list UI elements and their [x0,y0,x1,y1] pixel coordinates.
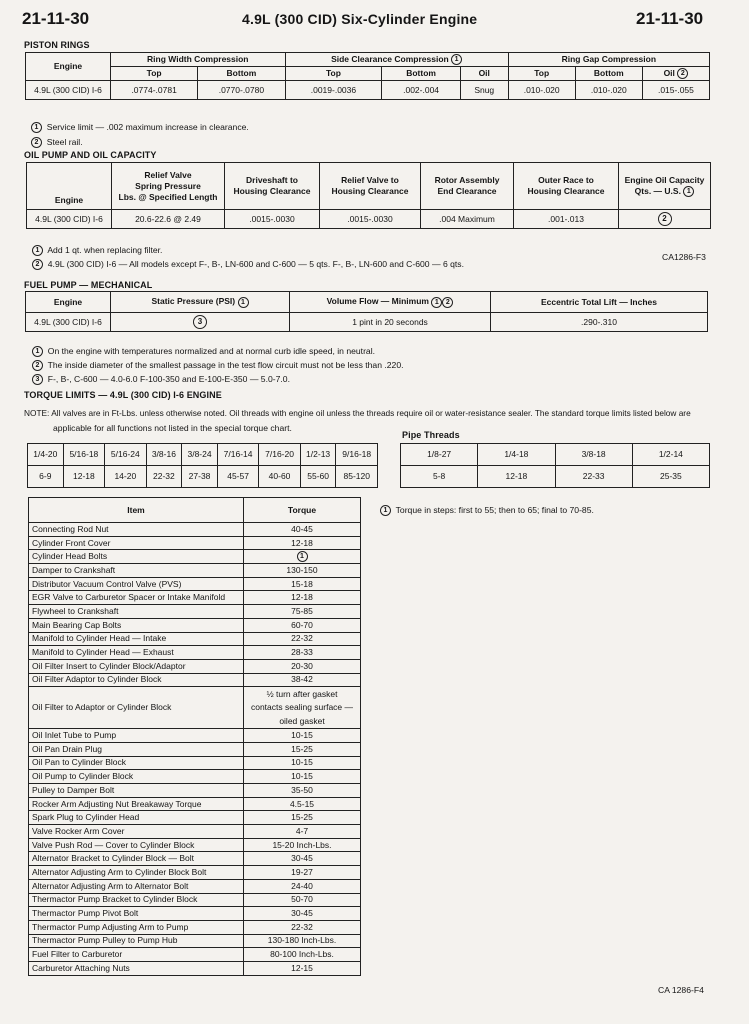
rotor-header: Rotor Assembly End Clearance [421,163,514,210]
fuel-note-1: 1 On the engine with temperatures normalized and at normal curb idle speed, in neutral. [32,346,375,357]
thread-torque: 22-32 [146,466,182,488]
table-row [29,948,361,962]
pipe-torque: 22-33 [555,466,632,488]
item-name: Oil Pan to Cylinder Block [29,756,244,770]
volume-flow-header: Volume Flow — Minimum 1 2 [290,292,491,313]
item-torque: 20-30 [244,659,361,673]
oil-pump-title: OIL PUMP AND OIL CAPACITY [24,150,157,160]
item-name: Valve Rocker Arm Cover [29,825,244,839]
table-row [29,838,361,852]
piston-rings-table [25,52,710,100]
item-name: Manifold to Cylinder Head — Exhaust [29,646,244,660]
pipe-size: 1/4-18 [478,444,555,466]
item-torque: 4.5-15 [244,797,361,811]
table-cell: .010-.020 [575,81,642,100]
item-torque: 10-15 [244,756,361,770]
thread-size: 5/16-24 [105,444,146,466]
thread-size: 3/8-16 [146,444,182,466]
oil-pump-table [26,162,711,229]
engine-header: Engine [26,292,111,313]
footnote-1-icon: 1 [32,346,43,357]
table-cell: .015-.055 [642,81,709,100]
table-row [29,797,361,811]
footnote-2-icon: 2 [658,212,672,226]
piston-rings-title: PISTON RINGS [24,40,90,50]
item-name: Rocker Arm Adjusting Nut Breakaway Torque [29,797,244,811]
pipe-torque: 5-8 [401,466,478,488]
table-row [29,742,361,756]
item-torque: 38-42 [244,673,361,687]
item-torque: 130-180 Inch-Lbs. [244,934,361,948]
table-row [29,756,361,770]
table-row [29,893,361,907]
item-name: Thermactor Pump Pivot Bolt [29,907,244,921]
item-torque: ½ turn after gasket contacts sealing surface — oiled gasket [244,687,361,729]
table-row [29,687,361,729]
item-torque: 12-18 [244,591,361,605]
thread-size: 7/16-14 [217,444,258,466]
table-row [29,605,361,619]
thread-torque: 55-60 [300,466,336,488]
footnote-1-icon: 1 [683,186,694,197]
thread-size: 9/16-18 [336,444,378,466]
item-torque: 12-18 [244,536,361,550]
pipe-size: 1/8-27 [401,444,478,466]
static-pressure-header: Static Pressure (PSI) 1 [111,292,290,313]
torque-note-line2: applicable for all functions not listed in the special torque chart. [53,423,292,433]
item-name: Cylinder Head Bolts [29,550,244,564]
fuel-note-2: 2 The inside diameter of the smallest passage in the test flow circuit must not be less than .220. [32,360,404,371]
col-header: Oil 2 [642,67,709,81]
thread-torque: 6-9 [28,466,64,488]
relief-valve-header: Relief Valve to Housing Clearance [320,163,421,210]
table-row [29,879,361,893]
table-cell: .0015-.0030 [225,210,320,229]
table-cell: .0774-.0781 [111,81,198,100]
thread-size: 1/4-20 [28,444,64,466]
item-name: Oil Filter to Adaptor or Cylinder Block [29,687,244,729]
engine-header: Engine [27,163,112,210]
item-torque: 19-27 [244,866,361,880]
footnote-1-icon: 1 [451,54,462,65]
driveshaft-header: Driveshaft to Housing Clearance [225,163,320,210]
footnote-2-icon: 2 [442,297,453,308]
thread-size: 1/2-13 [300,444,336,466]
table-row [29,825,361,839]
table-row [29,659,361,673]
item-name: Valve Push Rod — Cover to Cylinder Block [29,838,244,852]
oil-note-1: 1 Add 1 qt. when replacing filter. [32,245,162,256]
table-row [29,811,361,825]
item-torque: 50-70 [244,893,361,907]
table-row [29,920,361,934]
table-row [29,577,361,591]
item-torque: 24-40 [244,879,361,893]
table-row [29,961,361,975]
item-name: Damper to Crankshaft [29,564,244,578]
item-name: Oil Filter Insert to Cylinder Block/Adaptor [29,659,244,673]
thread-size: 7/16-20 [259,444,300,466]
footnote-3-icon: 3 [32,374,43,385]
item-torque: 30-45 [244,852,361,866]
footnote-3-icon: 3 [193,315,207,329]
col-header: Oil [460,67,508,81]
capacity-header: Engine Oil Capacity Qts. — U.S. 1 [619,163,711,210]
item-name: Flywheel to Crankshaft [29,605,244,619]
table-cell: 20.6-22.6 @ 2.49 [112,210,225,229]
figure-code-bottom: CA 1286-F4 [658,985,704,995]
table-cell: 4.9L (300 CID) I-6 [26,81,111,100]
pipe-threads-title: Pipe Threads [402,430,460,440]
footnote-1-icon: 1 [31,122,42,133]
table-cell: .004 Maximum [421,210,514,229]
page-number-right: 21-11-30 [636,9,704,28]
table-cell: .010-.020 [508,81,575,100]
thread-torque: 14-20 [105,466,146,488]
table-row [29,564,361,578]
table-row [29,729,361,743]
pipe-size: 1/2-14 [632,444,709,466]
item-name: Oil Inlet Tube to Pump [29,729,244,743]
item-name: EGR Valve to Carburetor Spacer or Intake Manifold [29,591,244,605]
item-torque: 10-15 [244,729,361,743]
item-name: Oil Pan Drain Plug [29,742,244,756]
pipe-torque: 12-18 [478,466,555,488]
footnote-2-icon: 2 [677,68,688,79]
eccentric-lift-header: Eccentric Total Lift — Inches [491,292,708,313]
thread-torque: 85-120 [336,466,378,488]
torque-title: TORQUE LIMITS — 4.9L (300 CID) I-6 ENGINE [24,390,222,400]
table-cell: .290-.310 [491,313,708,332]
footnote-2-icon: 2 [32,259,43,270]
table-cell: 4.9L (300 CID) I-6 [27,210,112,229]
item-header: Item [29,498,244,523]
torque-header: Torque [244,498,361,523]
item-name: Connecting Rod Nut [29,523,244,537]
table-row [29,866,361,880]
standard-torque-table [27,443,378,488]
table-row [29,632,361,646]
pipe-threads-table [400,443,710,488]
item-name: Pulley to Damper Bolt [29,784,244,798]
thread-size: 5/16-18 [63,444,104,466]
table-row [29,934,361,948]
col-header: Top [508,67,575,81]
thread-torque: 27-38 [182,466,218,488]
table-row [29,852,361,866]
item-name: Main Bearing Cap Bolts [29,618,244,632]
item-torque: 30-45 [244,907,361,921]
thread-torque: 45-57 [217,466,258,488]
item-name: Spark Plug to Cylinder Head [29,811,244,825]
table-cell: Snug [460,81,508,100]
col-header: Top [111,67,198,81]
thread-torque: 12-18 [63,466,104,488]
fuel-pump-title: FUEL PUMP — MECHANICAL [24,280,153,290]
item-name: Alternator Bracket to Cylinder Block — Bolt [29,852,244,866]
item-torque: 28-33 [244,646,361,660]
figure-code: CA1286-F3 [662,252,706,262]
item-torque: 15-18 [244,577,361,591]
table-cell: .002-.004 [382,81,461,100]
thread-torque: 40-60 [259,466,300,488]
outer-race-header: Outer Race to Housing Clearance [514,163,619,210]
item-torque: 40-45 [244,523,361,537]
item-name: Distributor Vacuum Control Valve (PVS) [29,577,244,591]
item-name: Fuel Filter to Carburetor [29,948,244,962]
col-header: Bottom [382,67,461,81]
item-torque: 22-32 [244,632,361,646]
item-torque: 75-85 [244,605,361,619]
footnote-1-icon: 1 [32,245,43,256]
footnote-2-icon: 2 [31,137,42,148]
table-row [29,523,361,537]
item-name: Manifold to Cylinder Head — Intake [29,632,244,646]
special-torque-table [28,497,361,976]
thread-size: 3/8-24 [182,444,218,466]
piston-note-1: 1 Service limit — .002 maximum increase in clearance. [31,122,249,133]
pipe-torque: 25-35 [632,466,709,488]
item-torque: 4-7 [244,825,361,839]
page-title: 4.9L (300 CID) Six-Cylinder Engine [242,11,478,27]
table-row [29,618,361,632]
table-row [29,536,361,550]
item-torque: 15-25 [244,811,361,825]
table-cell: .0770-.0780 [198,81,285,100]
table-row [29,646,361,660]
footnote-1-icon: 1 [238,297,249,308]
table-row [29,784,361,798]
item-name: Thermactor Pump Bracket to Cylinder Block [29,893,244,907]
item-name: Thermactor Pump Pulley to Pump Hub [29,934,244,948]
item-name: Alternator Adjusting Arm to Alternator Bolt [29,879,244,893]
table-row [29,770,361,784]
item-torque: 35-50 [244,784,361,798]
table-row [29,550,361,564]
table-cell: .0015-.0030 [320,210,421,229]
item-name: Alternator Adjusting Arm to Cylinder Block Bolt [29,866,244,880]
footnote-1-icon: 1 [431,297,442,308]
table-cell [111,313,290,332]
table-cell: 1 pint in 20 seconds [290,313,491,332]
col-header: Bottom [575,67,642,81]
item-torque: 15-20 Inch-Lbs. [244,838,361,852]
table-cell: 4.9L (300 CID) I-6 [26,313,111,332]
footnote-1-icon: 1 [380,505,391,516]
side-clearance-header: Side Clearance Compression 1 [285,53,508,67]
item-torque: 22-32 [244,920,361,934]
item-torque: 80-100 Inch-Lbs. [244,948,361,962]
col-header: Bottom [198,67,285,81]
item-name: Cylinder Front Cover [29,536,244,550]
item-name: Oil Filter Adaptor to Cylinder Block [29,673,244,687]
oil-note-2: 2 4.9L (300 CID) I-6 — All models except F-, B-, LN-600 and C-600 — 5 qts. F-, B-, LN-600 and C-600 — 6 qts. [32,259,464,270]
footnote-2-icon: 2 [32,360,43,371]
torque-note-line1: NOTE: All valves are in Ft-Lbs. unless otherwise noted. Oil threads with engine oil unless the threads require oil or water-resistance sealer. The standard torque limits listed below are [24,408,691,418]
item-torque [244,550,361,564]
piston-note-2: 2 Steel rail. [31,137,83,148]
item-name: Carburetor Attaching Nuts [29,961,244,975]
fuel-pump-table [25,291,708,332]
col-header: Top [285,67,382,81]
pipe-size: 3/8-18 [555,444,632,466]
table-row [29,907,361,921]
item-name: Oil Pump to Cylinder Block [29,770,244,784]
item-torque: 130-150 [244,564,361,578]
engine-header: Engine [26,53,111,81]
footnote-1-icon: 1 [297,551,308,562]
table-cell: .0019-.0036 [285,81,382,100]
table-cell: .001-.013 [514,210,619,229]
table-row [29,673,361,687]
fuel-note-3: 3 F-, B-, C-600 — 4.0-6.0 F-100-350 and E-100-E-350 — 5.0-7.0. [32,374,290,385]
item-torque: 10-15 [244,770,361,784]
torque-steps-note: 1 Torque in steps: first to 55; then to 65; final to 70-85. [380,505,594,516]
item-torque: 12-15 [244,961,361,975]
page-number-left: 21-11-30 [22,9,90,28]
table-cell [619,210,711,229]
item-name: Thermactor Pump Adjusting Arm to Pump [29,920,244,934]
item-torque: 15-25 [244,742,361,756]
relief-spring-header: Relief Valve Spring Pressure Lbs. @ Specified Length [112,163,225,210]
table-row [29,591,361,605]
ring-gap-header: Ring Gap Compression [508,53,709,67]
item-torque: 60-70 [244,618,361,632]
ring-width-header: Ring Width Compression [111,53,286,67]
